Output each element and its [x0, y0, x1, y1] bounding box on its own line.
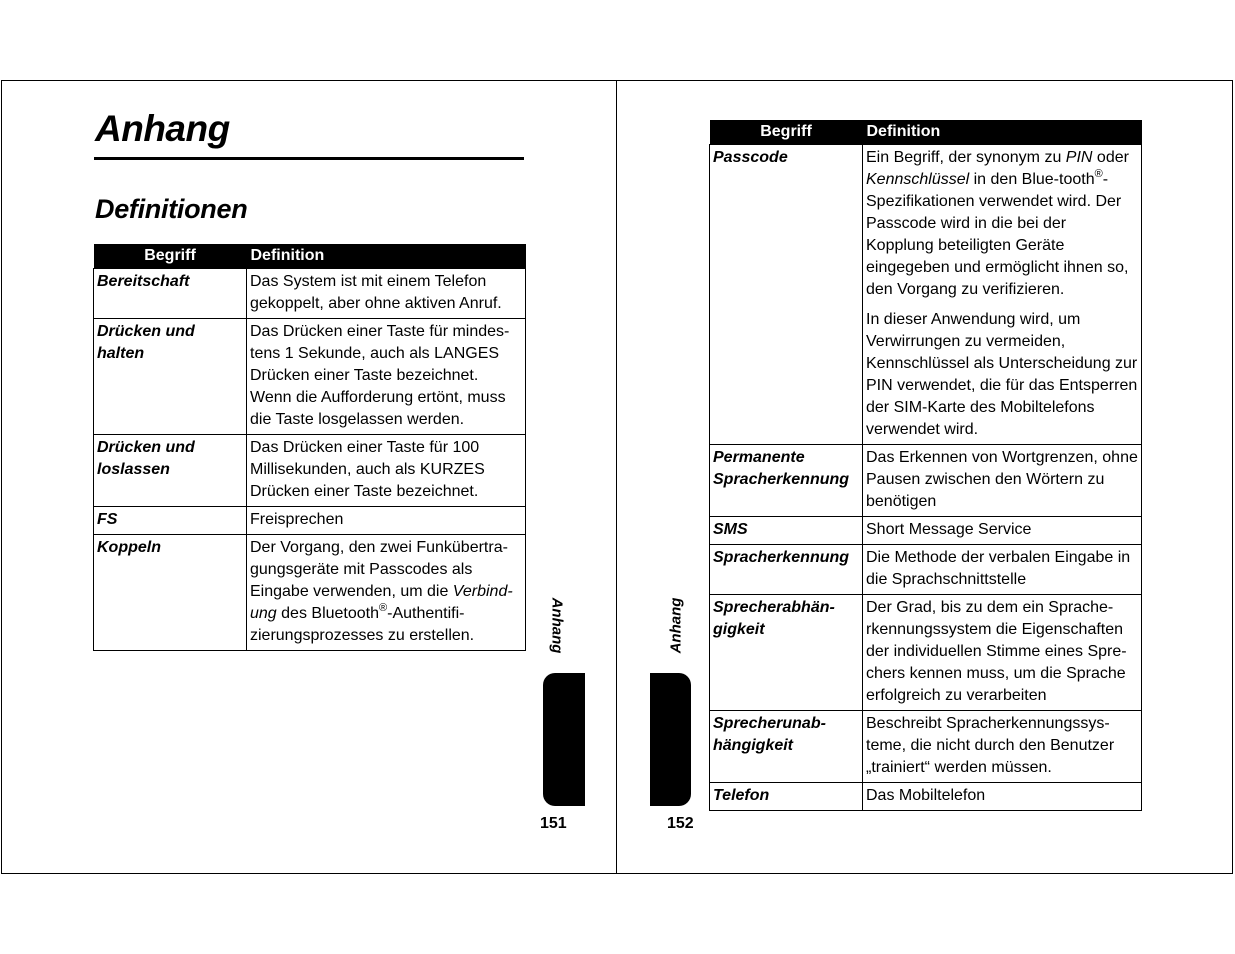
term-cell: SMS: [710, 517, 863, 545]
definition-cell: Die Methode der verbalen Eingabe in die Sprachschnittstelle: [863, 545, 1142, 595]
definition-cell: Freisprechen: [247, 507, 526, 535]
table-row: [710, 783, 1142, 811]
definitions-table-left: [93, 244, 526, 651]
table-row: [94, 435, 526, 507]
table-header-row: [710, 120, 1142, 145]
definition-cell: Der Grad, bis zu dem ein Sprache-rkennungssystem die Eigenschaften der individuellen Stimme eines Spre-chers kennen muss, um die Sprache erfolgreich zu verarbeiten: [863, 595, 1142, 711]
definition-emphasis: PIN: [1065, 149, 1093, 166]
definition-paragraph: [866, 147, 1138, 301]
definitions-table-right: [709, 120, 1142, 811]
term-cell: Permanente Spracherkennung: [710, 445, 863, 517]
page-number-right: 152: [667, 815, 694, 832]
definition-cell: Das Erkennen von Wortgrenzen, ohne Pausen zwischen den Wörtern zu benötigen: [863, 445, 1142, 517]
table-row: [710, 595, 1142, 711]
definition-text: -Authentifi-zierungsprozesses zu erstellen.: [250, 605, 475, 644]
definition-cell: Das Mobiltelefon: [863, 783, 1142, 811]
definition-paragraph: In dieser Anwendung wird, um Verwirrungen zu vermeiden, Kennschlüssel als Unterscheidung zur PIN verwendet, die für das Entsperren der SIM-Karte des Mobiltelefons verwendet wird.: [866, 311, 1138, 438]
definition-text: -Spezifikationen verwendet wird. Der Passcode wird in die bei der Kopplung beteiligten Geräte eingegeben und ermöglicht ihnen so, den Vorgang zu verifizieren.: [866, 171, 1129, 298]
definition-emphasis: Kennschlüssel: [866, 171, 970, 188]
definition-text: oder: [1092, 149, 1129, 166]
table-row: [94, 535, 526, 651]
term-cell: Telefon: [710, 783, 863, 811]
header-term: Begriff: [94, 244, 247, 269]
chapter-thumb-tab-right: [650, 673, 691, 806]
header-definition: Definition: [247, 244, 526, 269]
chapter-side-label-left: Anhang: [548, 597, 566, 654]
term-cell: FS: [94, 507, 247, 535]
definition-cell: Das System ist mit einem Telefon gekoppelt, aber ohne aktiven Anruf.: [247, 269, 526, 319]
term-cell: Koppeln: [94, 535, 247, 651]
definition-text: des Bluetooth: [276, 605, 379, 622]
chapter-title: Anhang: [95, 108, 230, 149]
table-row: [94, 319, 526, 435]
definition-cell: Das Drücken einer Taste für mindes-tens 1 Sekunde, auch als LANGES Drücken einer Taste bezeichnet. Wenn die Aufforderung ertönt, muss die Taste losgelassen werden.: [247, 319, 526, 435]
table-row: [94, 269, 526, 319]
term-cell: Bereitschaft: [94, 269, 247, 319]
registered-mark: ®: [379, 601, 388, 614]
definition-text: in den Blue-tooth: [969, 171, 1095, 188]
title-rule: [94, 157, 524, 160]
table-row: [710, 517, 1142, 545]
header-definition: Definition: [863, 120, 1142, 145]
term-cell: Sprecherabhän-gigkeit: [710, 595, 863, 711]
definition-text: Der Vorgang, den zwei Funkübertra-gungsgeräte mit Passcodes als Eingabe verwenden, um die: [250, 539, 508, 600]
term-cell: Spracherkennung: [710, 545, 863, 595]
chapter-side-label-right: Anhang: [667, 597, 685, 654]
term-cell: Sprecherunab-hängigkeit: [710, 711, 863, 783]
chapter-thumb-tab-left: [543, 673, 585, 806]
definition-cell: [863, 145, 1142, 445]
term-cell: Passcode: [710, 145, 863, 445]
table-row: [710, 545, 1142, 595]
table-row: [710, 445, 1142, 517]
page-number-left: 151: [540, 815, 567, 832]
table-row: [710, 145, 1142, 445]
definition-cell: [247, 535, 526, 651]
definition-text: Ein Begriff, der synonym zu: [866, 149, 1066, 166]
definition-emphasis: Verbind-ung: [250, 583, 513, 622]
header-term: Begriff: [710, 120, 863, 145]
table-header-row: [94, 244, 526, 269]
table-row: [710, 711, 1142, 783]
definition-cell: Beschreibt Spracherkennungssys-teme, die nicht durch den Benutzer „trainiert“ werden müssen.: [863, 711, 1142, 783]
term-cell: Drücken und halten: [94, 319, 247, 435]
definition-cell: Short Message Service: [863, 517, 1142, 545]
registered-mark: ®: [1094, 167, 1103, 180]
term-cell: Drücken und loslassen: [94, 435, 247, 507]
page-divider: [616, 80, 617, 874]
definition-cell: Das Drücken einer Taste für 100 Millisekunden, auch als KURZES Drücken einer Taste bezeichnet.: [247, 435, 526, 507]
section-title: Definitionen: [95, 194, 248, 224]
table-row: [94, 507, 526, 535]
